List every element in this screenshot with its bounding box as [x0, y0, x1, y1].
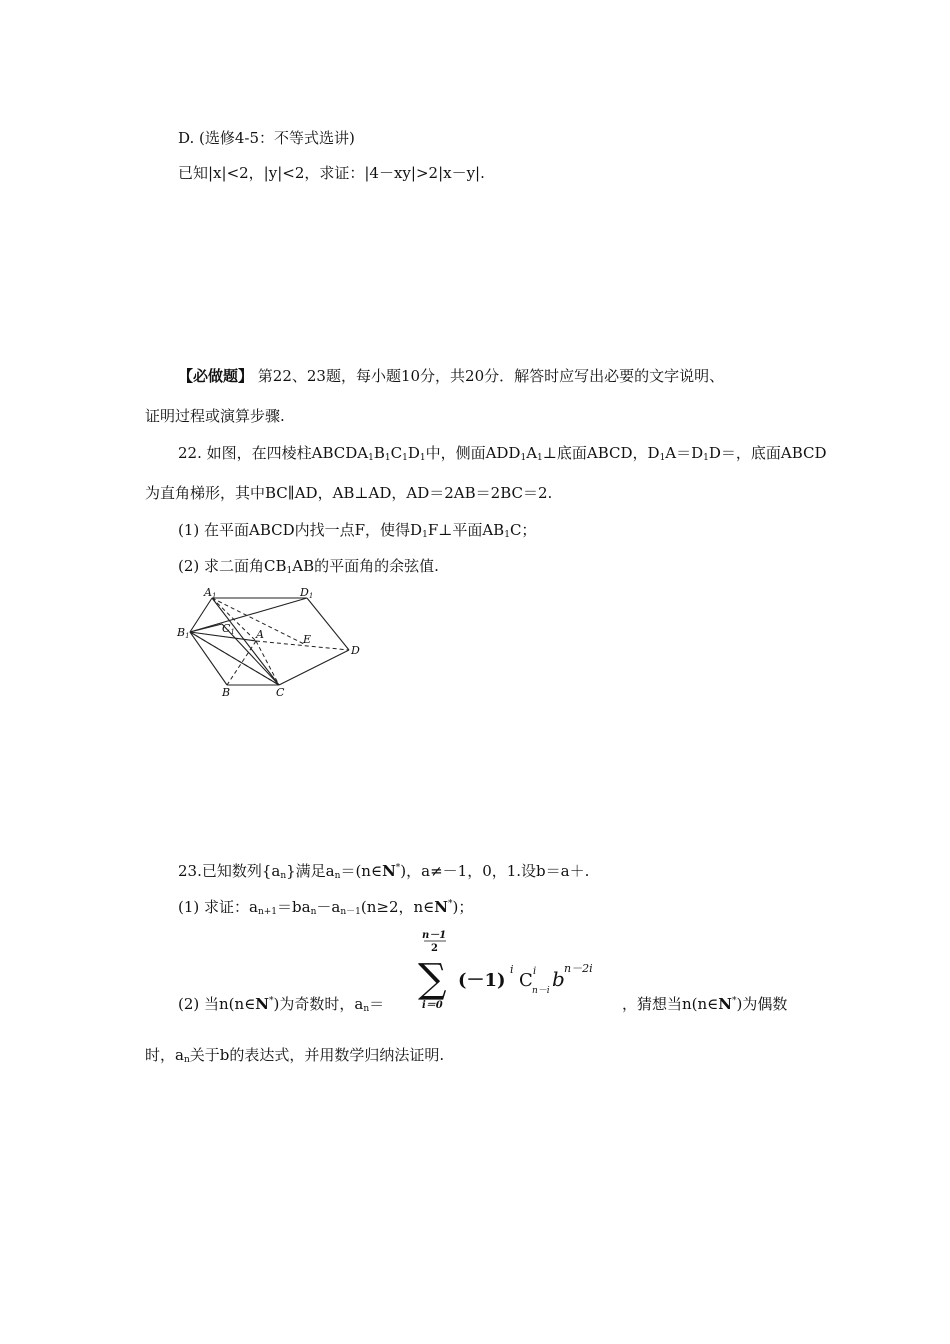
svg-text:n－1: n－1 — [422, 930, 447, 941]
problem22-part1: (1) 在平面ABCD内找一点F，使得$D_1F\perp$平面$AB_1C$； — [178, 521, 537, 540]
section-d-title: D. (选修4-5：不等式选讲) — [178, 129, 355, 147]
label-d: D — [351, 644, 360, 657]
svg-text:n－i: n－i — [532, 986, 550, 996]
problem23-part1: (1) 求证：$a_{n+1}=ba_n-a_{n-1}(n\ge 2$，n∈N*)； — [178, 898, 474, 917]
label-d1: D1 — [300, 586, 314, 600]
problem22-line2: 为直角梯形，其中BC∥AD，AB⊥AD，AD＝2AB＝2BC＝2. — [145, 484, 553, 502]
section-d-problem: 已知|x|<2，|y|<2，求证：|4－xy|>2|x－y|. — [178, 164, 485, 182]
required-instruction-line2: 证明过程或演算步骤. — [145, 407, 285, 425]
label-c1: C1 — [222, 622, 235, 636]
problem22-part2: (2) 求二面角$CB_1AB$的平面角的余弦值. — [178, 557, 439, 576]
required-instruction-text: 第22、23题，每小题10分，共20分．解答时应写出必要的文字说明、 — [257, 367, 725, 385]
problem23-part2-right: ，猜想当n(n∈N*)为偶数 — [622, 995, 788, 1013]
label-b1: B1 — [177, 626, 190, 640]
svg-text:n－2i: n－2i — [564, 962, 593, 975]
problem23-line1: 23.已知数列$\{a_n\}$满足$a_n=(n\in N^*)$，a≠－1，0，1.设b＝a＋. — [178, 862, 590, 881]
svg-text:∑: ∑ — [418, 956, 447, 1002]
svg-text:i: i — [533, 966, 537, 977]
label-a1: A1 — [204, 586, 217, 600]
label-b: B — [222, 686, 231, 698]
svg-text:2: 2 — [431, 943, 438, 954]
label-a: A — [256, 628, 264, 641]
svg-text:b: b — [552, 967, 565, 991]
svg-text:i＝0: i＝0 — [422, 1000, 443, 1011]
summation-formula — [418, 926, 618, 1012]
problem23-part2-line2: 时，$a_n$关于b的表达式，并用数学归纳法证明. — [145, 1046, 445, 1065]
problem22-line1: 22. 如图，在四棱柱$ABCDA_1B_1C_1D_1$中，侧面$ADD_1A_1\perp$底面ABCD，$D_1A=D_1D=$，底面ABCD — [178, 444, 827, 463]
svg-text:(－1): (－1) — [458, 970, 506, 991]
required-label: 【必做题】 — [178, 367, 254, 385]
label-e: E — [303, 633, 312, 646]
label-c: C — [276, 686, 285, 698]
required-instruction-line1 — [178, 366, 724, 386]
svg-text:C: C — [519, 970, 533, 991]
problem23-part2-left: (2) 当n(n∈N*)为奇数时，$a_n=$ — [178, 995, 385, 1014]
svg-text:i: i — [510, 963, 514, 976]
prism-figure — [172, 586, 372, 698]
